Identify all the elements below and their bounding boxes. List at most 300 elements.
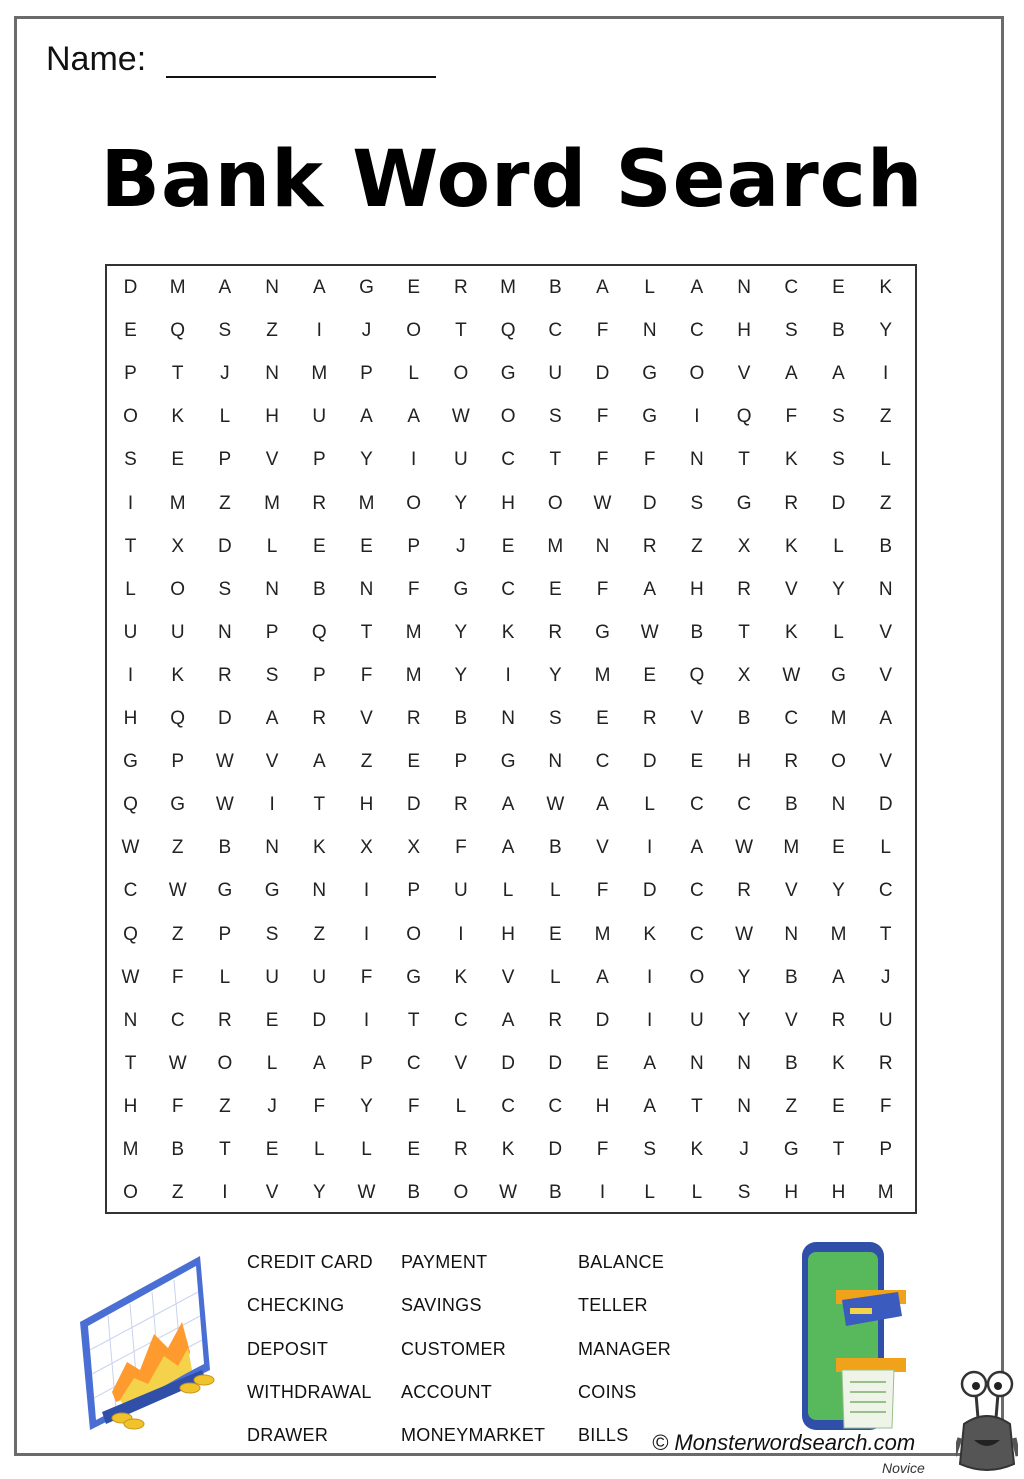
grid-letter[interactable]: F — [596, 578, 609, 600]
grid-letter[interactable]: B — [312, 578, 326, 600]
grid-letter[interactable]: N — [737, 1095, 751, 1117]
grid-letter[interactable]: B — [548, 277, 562, 298]
grid-letter[interactable]: H — [690, 578, 704, 600]
grid-letter[interactable]: H — [501, 923, 515, 945]
grid-letter[interactable]: F — [360, 664, 373, 686]
grid-letter[interactable]: W — [168, 1052, 187, 1074]
grid-letter[interactable]: Z — [691, 535, 703, 557]
grid-letter[interactable]: R — [312, 492, 327, 514]
grid-letter[interactable]: K — [454, 966, 468, 988]
grid-letter[interactable]: F — [171, 966, 184, 988]
grid-letter[interactable]: E — [832, 837, 845, 859]
grid-letter[interactable]: B — [879, 535, 893, 557]
grid-letter[interactable]: G — [595, 621, 610, 643]
grid-letter[interactable]: R — [454, 277, 468, 298]
grid-letter[interactable]: I — [411, 449, 417, 471]
grid-letter[interactable]: K — [784, 621, 798, 643]
grid-letter[interactable]: T — [879, 923, 892, 945]
grid-letter[interactable]: G — [406, 966, 422, 988]
grid-letter[interactable]: L — [314, 1139, 325, 1160]
grid-letter[interactable]: C — [548, 320, 563, 342]
grid-letter[interactable]: E — [548, 923, 562, 945]
grid-letter[interactable]: X — [360, 837, 373, 859]
grid-letter[interactable]: W — [735, 837, 754, 859]
grid-letter[interactable]: B — [832, 320, 845, 342]
grid-letter[interactable]: S — [832, 406, 845, 428]
grid-letter[interactable]: I — [363, 880, 370, 902]
grid-letter[interactable]: I — [127, 492, 134, 514]
grid-letter[interactable]: T — [124, 1052, 137, 1074]
grid-letter[interactable]: I — [316, 320, 322, 342]
grid-letter[interactable]: N — [265, 578, 279, 600]
grid-letter[interactable]: N — [595, 535, 610, 557]
grid-letter[interactable]: C — [690, 320, 704, 342]
grid-letter[interactable]: M — [830, 923, 847, 945]
grid-letter[interactable]: C — [123, 880, 138, 902]
grid-letter[interactable]: M — [405, 621, 422, 643]
grid-letter[interactable]: K — [501, 1139, 515, 1160]
grid-letter[interactable]: T — [738, 621, 750, 643]
grid-letter[interactable]: T — [407, 1009, 420, 1031]
grid-letter[interactable]: Y — [454, 492, 468, 514]
grid-letter[interactable]: C — [690, 923, 704, 945]
grid-letter[interactable]: F — [407, 578, 420, 600]
grid-letter[interactable]: D — [123, 277, 138, 298]
grid-letter[interactable]: C — [690, 794, 704, 816]
grid-letter[interactable]: T — [738, 449, 750, 471]
grid-letter[interactable]: D — [312, 1009, 327, 1031]
grid-letter[interactable]: G — [453, 578, 469, 600]
grid-letter[interactable]: F — [596, 880, 609, 902]
grid-letter[interactable]: I — [222, 1182, 228, 1204]
grid-letter[interactable]: P — [218, 923, 232, 945]
grid-letter[interactable]: F — [360, 966, 373, 988]
grid-letter[interactable]: D — [642, 751, 657, 773]
grid-letter[interactable]: A — [643, 1095, 657, 1117]
grid-letter[interactable]: N — [737, 1052, 751, 1074]
grid-letter[interactable]: U — [170, 621, 185, 643]
grid-letter[interactable]: L — [550, 966, 561, 988]
grid-letter[interactable]: Y — [832, 578, 845, 600]
grid-letter[interactable]: W — [782, 664, 801, 686]
grid-letter[interactable]: Z — [219, 1095, 231, 1117]
grid-letter[interactable]: K — [643, 923, 657, 945]
grid-letter[interactable]: D — [548, 1052, 563, 1074]
grid-letter[interactable]: P — [265, 621, 279, 643]
grid-letter[interactable]: A — [312, 751, 326, 773]
grid-letter[interactable]: N — [265, 277, 279, 298]
grid-letter[interactable]: V — [879, 621, 893, 643]
grid-letter[interactable]: M — [877, 1182, 894, 1204]
grid-letter[interactable]: I — [883, 363, 889, 385]
grid-letter[interactable]: O — [123, 406, 138, 428]
grid-letter[interactable]: Q — [500, 320, 516, 342]
grid-letter[interactable]: A — [501, 837, 515, 859]
grid-letter[interactable]: H — [501, 492, 515, 514]
grid-letter[interactable]: V — [596, 837, 609, 859]
grid-letter[interactable]: A — [596, 277, 609, 298]
grid-letter[interactable]: A — [690, 277, 704, 298]
grid-letter[interactable]: A — [407, 406, 421, 428]
grid-letter[interactable]: Q — [123, 923, 138, 945]
grid-letter[interactable]: Q — [170, 708, 186, 729]
grid-letter[interactable]: U — [123, 621, 138, 643]
grid-letter[interactable]: R — [406, 708, 421, 729]
grid-letter[interactable]: R — [737, 578, 751, 600]
grid-letter[interactable]: G — [642, 363, 658, 385]
grid-letter[interactable]: V — [737, 363, 751, 385]
grid-letter[interactable]: T — [549, 449, 562, 471]
grid-letter[interactable]: F — [596, 1139, 609, 1160]
grid-letter[interactable]: A — [501, 1009, 515, 1031]
grid-letter[interactable]: F — [596, 320, 609, 342]
grid-letter[interactable]: A — [832, 363, 845, 385]
grid-letter[interactable]: E — [407, 1139, 421, 1160]
grid-letter[interactable]: K — [784, 449, 798, 471]
grid-letter[interactable]: B — [784, 1052, 798, 1074]
grid-letter[interactable]: U — [878, 1009, 893, 1031]
grid-letter[interactable]: B — [454, 708, 468, 729]
grid-letter[interactable]: G — [736, 492, 752, 514]
grid-letter[interactable]: W — [215, 751, 234, 773]
grid-letter[interactable]: P — [124, 363, 137, 385]
grid-letter[interactable]: T — [124, 535, 137, 557]
grid-letter[interactable]: N — [501, 708, 515, 729]
grid-letter[interactable]: V — [265, 1182, 279, 1204]
grid-letter[interactable]: A — [360, 406, 373, 428]
grid-letter[interactable]: L — [880, 837, 891, 859]
grid-letter[interactable]: I — [647, 966, 653, 988]
grid-letter[interactable]: W — [640, 621, 659, 643]
grid-letter[interactable]: Z — [171, 923, 184, 945]
grid-letter[interactable]: I — [505, 664, 511, 686]
grid-letter[interactable]: B — [784, 966, 798, 988]
grid-letter[interactable]: V — [784, 880, 798, 902]
grid-letter[interactable]: S — [737, 1182, 751, 1204]
grid-letter[interactable]: B — [784, 794, 798, 816]
grid-letter[interactable]: T — [171, 363, 184, 385]
grid-letter[interactable]: U — [454, 880, 468, 902]
grid-letter[interactable]: O — [453, 363, 469, 385]
grid-letter[interactable]: M — [169, 277, 186, 298]
grid-letter[interactable]: Z — [266, 320, 278, 342]
grid-letter[interactable]: M — [500, 277, 516, 298]
grid-letter[interactable]: H — [123, 1095, 138, 1117]
grid-letter[interactable]: C — [878, 880, 893, 902]
grid-letter[interactable]: T — [832, 1139, 845, 1160]
grid-letter[interactable]: Y — [737, 966, 751, 988]
grid-letter[interactable]: F — [455, 837, 467, 859]
grid-letter[interactable]: N — [831, 794, 846, 816]
grid-letter[interactable]: R — [737, 880, 751, 902]
grid-letter[interactable]: V — [360, 708, 373, 729]
grid-letter[interactable]: T — [455, 320, 467, 342]
grid-letter[interactable]: S — [832, 449, 845, 471]
grid-letter[interactable]: R — [548, 621, 563, 643]
grid-letter[interactable]: E — [501, 535, 515, 557]
grid-letter[interactable]: N — [690, 449, 704, 471]
grid-letter[interactable]: Y — [832, 880, 845, 902]
grid-letter[interactable]: A — [596, 966, 609, 988]
grid-letter[interactable]: O — [453, 1182, 469, 1204]
grid-letter[interactable]: L — [691, 1182, 703, 1204]
grid-letter[interactable]: R — [454, 1139, 468, 1160]
grid-letter[interactable]: E — [832, 277, 845, 298]
grid-letter[interactable]: L — [644, 277, 655, 298]
grid-letter[interactable]: Q — [311, 621, 327, 643]
grid-letter[interactable]: F — [313, 1095, 326, 1117]
grid-letter[interactable]: R — [548, 1009, 563, 1031]
grid-letter[interactable]: O — [547, 492, 563, 514]
grid-letter[interactable]: V — [454, 1052, 468, 1074]
grid-letter[interactable]: I — [458, 923, 464, 945]
grid-letter[interactable]: P — [879, 1139, 893, 1160]
grid-letter[interactable]: S — [784, 320, 798, 342]
grid-letter[interactable]: A — [879, 708, 893, 729]
grid-letter[interactable]: N — [878, 578, 893, 600]
grid-letter[interactable]: N — [218, 621, 232, 643]
grid-letter[interactable]: Z — [879, 492, 892, 514]
grid-letter[interactable]: N — [359, 578, 374, 600]
grid-letter[interactable]: H — [737, 320, 751, 342]
grid-letter[interactable]: A — [218, 277, 232, 298]
grid-letter[interactable]: M — [311, 363, 328, 385]
grid-letter[interactable]: R — [784, 751, 799, 773]
grid-letter[interactable]: L — [361, 1139, 372, 1160]
grid-letter[interactable]: M — [405, 664, 422, 686]
grid-letter[interactable]: E — [360, 535, 373, 557]
grid-letter[interactable]: A — [784, 363, 798, 385]
grid-letter[interactable]: W — [215, 794, 234, 816]
grid-letter[interactable]: H — [831, 1182, 846, 1204]
grid-letter[interactable]: G — [264, 880, 280, 902]
grid-letter[interactable]: C — [406, 1052, 421, 1074]
grid-letter[interactable]: U — [548, 363, 563, 385]
grid-letter[interactable]: U — [312, 966, 327, 988]
grid-letter[interactable]: F — [596, 449, 609, 471]
grid-letter[interactable]: R — [642, 535, 657, 557]
grid-letter[interactable]: L — [219, 966, 231, 988]
grid-letter[interactable]: J — [361, 320, 372, 342]
grid-letter[interactable]: E — [832, 1095, 845, 1117]
grid-letter[interactable]: O — [406, 320, 422, 342]
grid-letter[interactable]: C — [170, 1009, 185, 1031]
grid-letter[interactable]: F — [879, 1095, 892, 1117]
grid-letter[interactable]: S — [218, 578, 232, 600]
grid-letter[interactable]: I — [599, 1182, 606, 1204]
grid-letter[interactable]: V — [879, 664, 893, 686]
grid-letter[interactable]: F — [171, 1095, 184, 1117]
grid-letter[interactable]: L — [266, 535, 278, 557]
grid-letter[interactable]: B — [737, 708, 751, 729]
grid-letter[interactable]: H — [123, 708, 138, 729]
grid-letter[interactable]: Z — [313, 923, 326, 945]
grid-letter[interactable]: A — [596, 794, 609, 816]
grid-letter[interactable]: C — [501, 578, 515, 600]
grid-letter[interactable]: C — [784, 277, 799, 298]
grid-letter[interactable]: D — [831, 492, 846, 514]
grid-letter[interactable]: N — [123, 1009, 138, 1031]
grid-letter[interactable]: Q — [736, 406, 752, 428]
grid-letter[interactable]: J — [267, 1095, 277, 1117]
grid-letter[interactable]: A — [312, 1052, 326, 1074]
grid-letter[interactable]: T — [219, 1139, 231, 1160]
grid-letter[interactable]: W — [121, 837, 140, 859]
grid-letter[interactable]: D — [218, 535, 232, 557]
grid-letter[interactable]: M — [122, 1139, 139, 1160]
grid-letter[interactable]: D — [595, 363, 610, 385]
grid-letter[interactable]: M — [169, 492, 186, 514]
grid-letter[interactable]: M — [358, 492, 375, 514]
grid-letter[interactable]: H — [595, 1095, 610, 1117]
grid-letter[interactable]: F — [785, 406, 798, 428]
grid-letter[interactable]: F — [643, 449, 656, 471]
grid-letter[interactable]: D — [501, 1052, 515, 1074]
grid-letter[interactable]: W — [499, 1182, 518, 1204]
grid-letter[interactable]: L — [455, 1095, 467, 1117]
grid-letter[interactable]: Y — [360, 449, 373, 471]
grid-letter[interactable]: D — [218, 708, 232, 729]
grid-letter[interactable]: K — [501, 621, 515, 643]
grid-letter[interactable]: P — [407, 880, 421, 902]
grid-letter[interactable]: L — [502, 880, 514, 902]
grid-letter[interactable]: K — [832, 1052, 845, 1074]
grid-letter[interactable]: P — [218, 449, 232, 471]
grid-letter[interactable]: P — [171, 751, 185, 773]
grid-letter[interactable]: X — [171, 535, 185, 557]
grid-letter[interactable]: L — [266, 1052, 278, 1074]
grid-letter[interactable]: I — [694, 406, 700, 428]
grid-letter[interactable]: C — [737, 794, 751, 816]
grid-letter[interactable]: W — [735, 923, 754, 945]
grid-letter[interactable]: N — [690, 1052, 704, 1074]
grid-letter[interactable]: Q — [689, 664, 705, 686]
grid-letter[interactable]: W — [357, 1182, 376, 1204]
grid-letter[interactable]: B — [548, 1182, 562, 1204]
grid-letter[interactable]: A — [832, 966, 845, 988]
grid-letter[interactable]: N — [737, 277, 751, 298]
grid-letter[interactable]: L — [880, 449, 891, 471]
grid-letter[interactable]: Z — [785, 1095, 798, 1117]
grid-letter[interactable]: L — [219, 406, 231, 428]
grid-letter[interactable]: M — [783, 837, 800, 859]
grid-letter[interactable]: G — [783, 1139, 799, 1160]
grid-letter[interactable]: N — [265, 363, 279, 385]
grid-letter[interactable]: Z — [171, 837, 184, 859]
grid-letter[interactable]: Y — [312, 1182, 326, 1204]
grid-letter[interactable]: D — [878, 794, 893, 816]
grid-letter[interactable]: G — [123, 751, 138, 773]
grid-letter[interactable]: C — [454, 1009, 468, 1031]
grid-letter[interactable]: U — [265, 966, 279, 988]
grid-letter[interactable]: F — [596, 406, 609, 428]
grid-letter[interactable]: Y — [454, 621, 468, 643]
grid-letter[interactable]: L — [644, 1182, 655, 1204]
grid-letter[interactable]: O — [123, 1182, 138, 1204]
grid-letter[interactable]: S — [265, 664, 279, 686]
grid-letter[interactable]: O — [170, 578, 186, 600]
grid-letter[interactable]: B — [171, 1139, 185, 1160]
grid-letter[interactable]: F — [407, 1095, 420, 1117]
grid-letter[interactable]: H — [265, 406, 279, 428]
grid-letter[interactable]: Z — [360, 751, 373, 773]
grid-letter[interactable]: W — [546, 794, 565, 816]
grid-letter[interactable]: R — [878, 1052, 893, 1074]
grid-letter[interactable]: P — [454, 751, 468, 773]
grid-letter[interactable]: R — [831, 1009, 846, 1031]
grid-letter[interactable]: O — [217, 1052, 233, 1074]
grid-letter[interactable]: C — [784, 708, 799, 729]
grid-letter[interactable]: V — [784, 578, 798, 600]
grid-letter[interactable]: I — [647, 1009, 653, 1031]
grid-letter[interactable]: R — [312, 708, 327, 729]
grid-letter[interactable]: C — [595, 751, 610, 773]
grid-letter[interactable]: T — [360, 621, 373, 643]
grid-letter[interactable]: W — [451, 406, 470, 428]
grid-letter[interactable]: G — [170, 794, 186, 816]
grid-letter[interactable]: O — [831, 751, 846, 773]
grid-letter[interactable]: E — [407, 751, 421, 773]
grid-letter[interactable]: O — [689, 363, 705, 385]
grid-letter[interactable]: I — [269, 794, 275, 816]
grid-letter[interactable]: B — [690, 621, 704, 643]
grid-letter[interactable]: L — [644, 794, 655, 816]
grid-letter[interactable]: E — [124, 320, 137, 342]
grid-letter[interactable]: Q — [170, 320, 186, 342]
grid-letter[interactable]: E — [596, 708, 609, 729]
grid-letter[interactable]: X — [407, 837, 421, 859]
grid-letter[interactable]: A — [312, 277, 326, 298]
grid-letter[interactable]: A — [265, 708, 279, 729]
grid-letter[interactable]: V — [784, 1009, 798, 1031]
grid-letter[interactable]: U — [312, 406, 327, 428]
grid-letter[interactable]: O — [406, 923, 422, 945]
grid-letter[interactable]: A — [690, 837, 704, 859]
grid-letter[interactable]: L — [833, 535, 844, 557]
grid-letter[interactable]: A — [501, 794, 515, 816]
grid-letter[interactable]: A — [643, 1052, 657, 1074]
grid-letter[interactable]: K — [171, 664, 185, 686]
grid-letter[interactable]: D — [595, 1009, 610, 1031]
grid-letter[interactable]: S — [218, 320, 232, 342]
grid-letter[interactable]: P — [312, 449, 326, 471]
grid-letter[interactable]: R — [218, 664, 232, 686]
grid-letter[interactable]: W — [121, 966, 140, 988]
grid-letter[interactable]: K — [690, 1139, 704, 1160]
grid-letter[interactable]: G — [217, 880, 233, 902]
grid-letter[interactable]: R — [218, 1009, 232, 1031]
grid-letter[interactable]: E — [265, 1009, 279, 1031]
grid-letter[interactable]: H — [359, 794, 374, 816]
grid-letter[interactable]: O — [689, 966, 705, 988]
grid-letter[interactable]: C — [501, 1095, 515, 1117]
grid-letter[interactable]: B — [218, 837, 232, 859]
grid-letter[interactable]: S — [690, 492, 704, 514]
grid-letter[interactable]: D — [642, 880, 657, 902]
grid-letter[interactable]: H — [784, 1182, 799, 1204]
grid-letter[interactable]: J — [739, 1139, 749, 1160]
grid-letter[interactable]: V — [501, 966, 515, 988]
grid-letter[interactable]: K — [879, 277, 893, 298]
grid-letter[interactable]: O — [500, 406, 516, 428]
grid-letter[interactable]: G — [642, 406, 658, 428]
grid-letter[interactable]: Y — [548, 664, 562, 686]
grid-letter[interactable]: G — [500, 363, 516, 385]
grid-letter[interactable]: Q — [123, 794, 138, 816]
grid-letter[interactable]: Y — [454, 664, 468, 686]
grid-letter[interactable]: I — [647, 837, 653, 859]
grid-letter[interactable]: W — [593, 492, 612, 514]
